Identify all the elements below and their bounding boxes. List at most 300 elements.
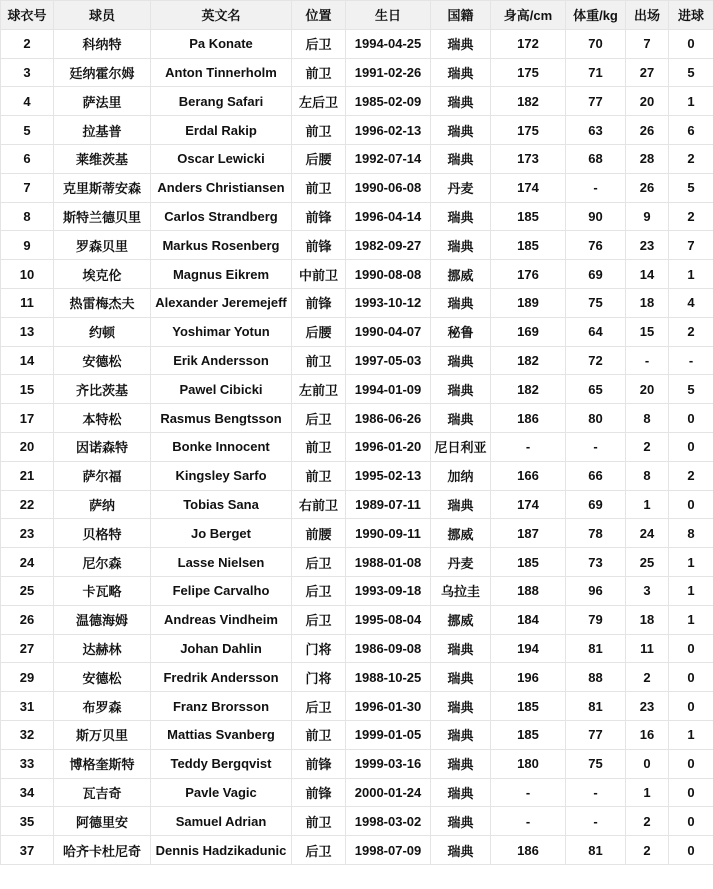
cell-player-name-en: Oscar Lewicki xyxy=(151,144,292,173)
cell-position: 前卫 xyxy=(292,173,346,202)
cell-goals: 4 xyxy=(669,288,713,317)
cell-appearances: 14 xyxy=(626,260,669,289)
cell-nationality: 瑞典 xyxy=(431,836,491,865)
cell-player-name-cn: 哈齐卡杜尼奇 xyxy=(54,836,151,865)
cell-goals: 0 xyxy=(669,836,713,865)
cell-jersey-number: 6 xyxy=(1,144,54,173)
cell-player-name-en: Magnus Eikrem xyxy=(151,260,292,289)
cell-birthday: 1991-02-26 xyxy=(346,58,431,87)
cell-jersey-number: 20 xyxy=(1,432,54,461)
cell-position: 后卫 xyxy=(292,548,346,577)
table-row xyxy=(1,634,713,663)
cell-height-cm: 174 xyxy=(491,173,566,202)
cell-jersey-number: 25 xyxy=(1,576,54,605)
cell-appearances: 25 xyxy=(626,548,669,577)
cell-birthday: 1995-08-04 xyxy=(346,605,431,634)
cell-jersey-number: 14 xyxy=(1,346,54,375)
table-row xyxy=(1,778,713,807)
cell-jersey-number: 11 xyxy=(1,288,54,317)
table-row xyxy=(1,461,713,490)
cell-goals: 8 xyxy=(669,519,713,548)
cell-player-name-en: Carlos Strandberg xyxy=(151,202,292,231)
cell-weight-kg: 96 xyxy=(566,576,626,605)
cell-nationality: 秘鲁 xyxy=(431,317,491,346)
cell-player-name-cn: 约顿 xyxy=(54,317,151,346)
cell-height-cm: 182 xyxy=(491,87,566,116)
cell-player-name-en: Pawel Cibicki xyxy=(151,375,292,404)
cell-weight-kg: - xyxy=(566,432,626,461)
cell-appearances: 18 xyxy=(626,605,669,634)
table-body xyxy=(1,29,713,864)
cell-player-name-cn: 热雷梅杰夫 xyxy=(54,288,151,317)
col-header-height-cm: 身高/cm xyxy=(491,1,566,30)
cell-player-name-cn: 瓦吉奇 xyxy=(54,778,151,807)
cell-player-name-cn: 布罗森 xyxy=(54,692,151,721)
cell-player-name-en: Erdal Rakip xyxy=(151,116,292,145)
cell-position: 前卫 xyxy=(292,346,346,375)
cell-player-name-cn: 达赫林 xyxy=(54,634,151,663)
cell-birthday: 1988-01-08 xyxy=(346,548,431,577)
cell-birthday: 1993-09-18 xyxy=(346,576,431,605)
cell-goals: 1 xyxy=(669,548,713,577)
cell-birthday: 1989-07-11 xyxy=(346,490,431,519)
table-row xyxy=(1,432,713,461)
cell-appearances: 26 xyxy=(626,116,669,145)
table-row xyxy=(1,116,713,145)
cell-jersey-number: 17 xyxy=(1,404,54,433)
cell-player-name-cn: 安德松 xyxy=(54,346,151,375)
cell-birthday: 1990-06-08 xyxy=(346,173,431,202)
cell-appearances: 8 xyxy=(626,461,669,490)
cell-player-name-cn: 埃克伦 xyxy=(54,260,151,289)
cell-nationality: 瑞典 xyxy=(431,144,491,173)
table-row xyxy=(1,749,713,778)
cell-nationality: 瑞典 xyxy=(431,720,491,749)
cell-nationality: 丹麦 xyxy=(431,548,491,577)
cell-appearances: 28 xyxy=(626,144,669,173)
table-row xyxy=(1,404,713,433)
cell-goals: 0 xyxy=(669,749,713,778)
cell-jersey-number: 32 xyxy=(1,720,54,749)
cell-height-cm: - xyxy=(491,807,566,836)
cell-position: 前锋 xyxy=(292,749,346,778)
cell-jersey-number: 23 xyxy=(1,519,54,548)
cell-player-name-cn: 因诺森特 xyxy=(54,432,151,461)
cell-player-name-cn: 斯特兰德贝里 xyxy=(54,202,151,231)
cell-jersey-number: 2 xyxy=(1,29,54,58)
cell-nationality: 瑞典 xyxy=(431,404,491,433)
cell-player-name-en: Fredrik Andersson xyxy=(151,663,292,692)
cell-weight-kg: 69 xyxy=(566,260,626,289)
table-row xyxy=(1,87,713,116)
cell-height-cm: 174 xyxy=(491,490,566,519)
cell-weight-kg: - xyxy=(566,173,626,202)
cell-player-name-cn: 克里斯蒂安森 xyxy=(54,173,151,202)
cell-appearances: 7 xyxy=(626,29,669,58)
cell-player-name-en: Erik Andersson xyxy=(151,346,292,375)
cell-goals: 5 xyxy=(669,173,713,202)
cell-appearances: 24 xyxy=(626,519,669,548)
cell-birthday: 1994-04-25 xyxy=(346,29,431,58)
cell-jersey-number: 26 xyxy=(1,605,54,634)
cell-appearances: 23 xyxy=(626,231,669,260)
col-header-appearances: 出场 xyxy=(626,1,669,30)
cell-weight-kg: 65 xyxy=(566,375,626,404)
cell-player-name-en: Andreas Vindheim xyxy=(151,605,292,634)
cell-player-name-en: Jo Berget xyxy=(151,519,292,548)
cell-weight-kg: 78 xyxy=(566,519,626,548)
cell-player-name-cn: 博格奎斯特 xyxy=(54,749,151,778)
col-header-weight-kg: 体重/kg xyxy=(566,1,626,30)
cell-appearances: 23 xyxy=(626,692,669,721)
cell-weight-kg: 79 xyxy=(566,605,626,634)
cell-height-cm: 175 xyxy=(491,58,566,87)
cell-player-name-en: Rasmus Bengtsson xyxy=(151,404,292,433)
table-row xyxy=(1,548,713,577)
cell-appearances: 18 xyxy=(626,288,669,317)
cell-position: 左前卫 xyxy=(292,375,346,404)
cell-position: 前卫 xyxy=(292,720,346,749)
cell-position: 前卫 xyxy=(292,461,346,490)
cell-nationality: 瑞典 xyxy=(431,375,491,404)
cell-weight-kg: 69 xyxy=(566,490,626,519)
cell-nationality: 瑞典 xyxy=(431,663,491,692)
cell-jersey-number: 13 xyxy=(1,317,54,346)
cell-player-name-cn: 阿德里安 xyxy=(54,807,151,836)
cell-position: 左后卫 xyxy=(292,87,346,116)
cell-position: 后卫 xyxy=(292,404,346,433)
cell-position: 后卫 xyxy=(292,576,346,605)
cell-player-name-cn: 拉基普 xyxy=(54,116,151,145)
cell-weight-kg: 64 xyxy=(566,317,626,346)
cell-birthday: 1990-04-07 xyxy=(346,317,431,346)
cell-weight-kg: 80 xyxy=(566,404,626,433)
cell-weight-kg: 77 xyxy=(566,720,626,749)
table-header xyxy=(1,1,713,30)
cell-jersey-number: 35 xyxy=(1,807,54,836)
cell-appearances: 0 xyxy=(626,749,669,778)
cell-goals: 1 xyxy=(669,605,713,634)
cell-height-cm: 169 xyxy=(491,317,566,346)
table-row xyxy=(1,29,713,58)
cell-goals: 0 xyxy=(669,634,713,663)
table-row xyxy=(1,519,713,548)
cell-player-name-en: Alexander Jeremejeff xyxy=(151,288,292,317)
cell-position: 前锋 xyxy=(292,202,346,231)
cell-jersey-number: 7 xyxy=(1,173,54,202)
cell-weight-kg: 72 xyxy=(566,346,626,375)
cell-height-cm: 185 xyxy=(491,231,566,260)
cell-appearances: 8 xyxy=(626,404,669,433)
cell-player-name-en: Johan Dahlin xyxy=(151,634,292,663)
cell-goals: 0 xyxy=(669,29,713,58)
cell-player-name-cn: 贝格特 xyxy=(54,519,151,548)
cell-height-cm: 173 xyxy=(491,144,566,173)
cell-birthday: 1999-03-16 xyxy=(346,749,431,778)
cell-nationality: 瑞典 xyxy=(431,807,491,836)
cell-appearances: 1 xyxy=(626,778,669,807)
cell-weight-kg: 81 xyxy=(566,634,626,663)
cell-appearances: 20 xyxy=(626,375,669,404)
cell-height-cm: 188 xyxy=(491,576,566,605)
cell-appearances: 11 xyxy=(626,634,669,663)
cell-height-cm: 189 xyxy=(491,288,566,317)
col-header-jersey-number: 球衣号 xyxy=(1,1,54,30)
cell-weight-kg: - xyxy=(566,778,626,807)
cell-goals: 7 xyxy=(669,231,713,260)
cell-goals: 2 xyxy=(669,317,713,346)
cell-birthday: 1988-10-25 xyxy=(346,663,431,692)
cell-player-name-en: Bonke Innocent xyxy=(151,432,292,461)
table-row xyxy=(1,260,713,289)
cell-nationality: 尼日利亚 xyxy=(431,432,491,461)
cell-position: 后腰 xyxy=(292,317,346,346)
cell-weight-kg: - xyxy=(566,807,626,836)
cell-weight-kg: 63 xyxy=(566,116,626,145)
cell-height-cm: 175 xyxy=(491,116,566,145)
cell-birthday: 1996-01-30 xyxy=(346,692,431,721)
cell-height-cm: - xyxy=(491,778,566,807)
cell-player-name-en: Pa Konate xyxy=(151,29,292,58)
cell-position: 中前卫 xyxy=(292,260,346,289)
cell-position: 前卫 xyxy=(292,432,346,461)
cell-goals: 1 xyxy=(669,720,713,749)
cell-player-name-en: Lasse Nielsen xyxy=(151,548,292,577)
cell-player-name-en: Anders Christiansen xyxy=(151,173,292,202)
col-header-goals: 进球 xyxy=(669,1,713,30)
cell-nationality: 挪威 xyxy=(431,519,491,548)
cell-goals: 0 xyxy=(669,778,713,807)
cell-player-name-cn: 卡瓦略 xyxy=(54,576,151,605)
cell-position: 后卫 xyxy=(292,605,346,634)
cell-player-name-cn: 萨法里 xyxy=(54,87,151,116)
table-row xyxy=(1,663,713,692)
cell-player-name-cn: 莱维茨基 xyxy=(54,144,151,173)
cell-position: 门将 xyxy=(292,663,346,692)
cell-goals: 5 xyxy=(669,375,713,404)
col-header-birthday: 生日 xyxy=(346,1,431,30)
cell-player-name-en: Pavle Vagic xyxy=(151,778,292,807)
cell-position: 前腰 xyxy=(292,519,346,548)
cell-nationality: 乌拉圭 xyxy=(431,576,491,605)
cell-nationality: 挪威 xyxy=(431,260,491,289)
cell-birthday: 1990-09-11 xyxy=(346,519,431,548)
cell-nationality: 瑞典 xyxy=(431,288,491,317)
cell-appearances: 2 xyxy=(626,432,669,461)
cell-player-name-en: Mattias Svanberg xyxy=(151,720,292,749)
cell-position: 后腰 xyxy=(292,144,346,173)
cell-appearances: 2 xyxy=(626,807,669,836)
cell-player-name-en: Felipe Carvalho xyxy=(151,576,292,605)
cell-jersey-number: 29 xyxy=(1,663,54,692)
cell-player-name-cn: 安德松 xyxy=(54,663,151,692)
cell-jersey-number: 10 xyxy=(1,260,54,289)
cell-player-name-cn: 萨纳 xyxy=(54,490,151,519)
cell-jersey-number: 27 xyxy=(1,634,54,663)
cell-position: 前卫 xyxy=(292,807,346,836)
cell-birthday: 1997-05-03 xyxy=(346,346,431,375)
cell-birthday: 1985-02-09 xyxy=(346,87,431,116)
cell-height-cm: 187 xyxy=(491,519,566,548)
table-row xyxy=(1,490,713,519)
table-row xyxy=(1,692,713,721)
cell-height-cm: 186 xyxy=(491,404,566,433)
cell-position: 前卫 xyxy=(292,116,346,145)
cell-player-name-cn: 廷纳霍尔姆 xyxy=(54,58,151,87)
cell-jersey-number: 9 xyxy=(1,231,54,260)
cell-player-name-en: Dennis Hadzikadunic xyxy=(151,836,292,865)
cell-weight-kg: 73 xyxy=(566,548,626,577)
cell-height-cm: 180 xyxy=(491,749,566,778)
cell-player-name-en: Franz Brorsson xyxy=(151,692,292,721)
cell-position: 后卫 xyxy=(292,692,346,721)
cell-nationality: 瑞典 xyxy=(431,778,491,807)
cell-goals: 2 xyxy=(669,144,713,173)
cell-birthday: 2000-01-24 xyxy=(346,778,431,807)
cell-goals: - xyxy=(669,346,713,375)
cell-jersey-number: 31 xyxy=(1,692,54,721)
table-row xyxy=(1,346,713,375)
cell-player-name-cn: 本特松 xyxy=(54,404,151,433)
cell-height-cm: 176 xyxy=(491,260,566,289)
cell-jersey-number: 34 xyxy=(1,778,54,807)
cell-player-name-en: Kingsley Sarfo xyxy=(151,461,292,490)
cell-position: 门将 xyxy=(292,634,346,663)
cell-appearances: 27 xyxy=(626,58,669,87)
cell-jersey-number: 22 xyxy=(1,490,54,519)
table-row xyxy=(1,202,713,231)
cell-birthday: 1994-01-09 xyxy=(346,375,431,404)
cell-player-name-cn: 萨尔福 xyxy=(54,461,151,490)
cell-appearances: 3 xyxy=(626,576,669,605)
cell-nationality: 瑞典 xyxy=(431,202,491,231)
cell-height-cm: 185 xyxy=(491,548,566,577)
cell-height-cm: 196 xyxy=(491,663,566,692)
table-row xyxy=(1,605,713,634)
cell-player-name-en: Berang Safari xyxy=(151,87,292,116)
cell-weight-kg: 81 xyxy=(566,692,626,721)
cell-player-name-en: Yoshimar Yotun xyxy=(151,317,292,346)
cell-player-name-cn: 斯万贝里 xyxy=(54,720,151,749)
table-row xyxy=(1,144,713,173)
cell-goals: 0 xyxy=(669,807,713,836)
cell-appearances: 26 xyxy=(626,173,669,202)
cell-birthday: 1996-01-20 xyxy=(346,432,431,461)
cell-weight-kg: 77 xyxy=(566,87,626,116)
cell-appearances: 2 xyxy=(626,663,669,692)
cell-appearances: 2 xyxy=(626,836,669,865)
cell-goals: 6 xyxy=(669,116,713,145)
cell-player-name-cn: 罗森贝里 xyxy=(54,231,151,260)
cell-goals: 1 xyxy=(669,87,713,116)
cell-nationality: 加纳 xyxy=(431,461,491,490)
cell-appearances: 1 xyxy=(626,490,669,519)
cell-appearances: 20 xyxy=(626,87,669,116)
cell-height-cm: - xyxy=(491,432,566,461)
table-row xyxy=(1,576,713,605)
cell-birthday: 1993-10-12 xyxy=(346,288,431,317)
cell-nationality: 挪威 xyxy=(431,605,491,634)
cell-weight-kg: 70 xyxy=(566,29,626,58)
cell-goals: 2 xyxy=(669,461,713,490)
cell-position: 前锋 xyxy=(292,231,346,260)
cell-birthday: 1986-09-08 xyxy=(346,634,431,663)
cell-height-cm: 185 xyxy=(491,720,566,749)
cell-nationality: 瑞典 xyxy=(431,692,491,721)
cell-goals: 2 xyxy=(669,202,713,231)
table-row xyxy=(1,720,713,749)
cell-nationality: 瑞典 xyxy=(431,87,491,116)
cell-birthday: 1982-09-27 xyxy=(346,231,431,260)
cell-jersey-number: 37 xyxy=(1,836,54,865)
cell-birthday: 1992-07-14 xyxy=(346,144,431,173)
cell-height-cm: 185 xyxy=(491,692,566,721)
cell-height-cm: 184 xyxy=(491,605,566,634)
cell-weight-kg: 75 xyxy=(566,288,626,317)
cell-nationality: 瑞典 xyxy=(431,29,491,58)
cell-nationality: 瑞典 xyxy=(431,490,491,519)
cell-jersey-number: 5 xyxy=(1,116,54,145)
cell-height-cm: 194 xyxy=(491,634,566,663)
cell-height-cm: 186 xyxy=(491,836,566,865)
cell-position: 右前卫 xyxy=(292,490,346,519)
cell-jersey-number: 15 xyxy=(1,375,54,404)
cell-nationality: 瑞典 xyxy=(431,634,491,663)
cell-goals: 0 xyxy=(669,692,713,721)
cell-weight-kg: 88 xyxy=(566,663,626,692)
table-row xyxy=(1,375,713,404)
cell-weight-kg: 75 xyxy=(566,749,626,778)
cell-goals: 0 xyxy=(669,432,713,461)
cell-nationality: 瑞典 xyxy=(431,346,491,375)
cell-birthday: 1996-02-13 xyxy=(346,116,431,145)
cell-jersey-number: 8 xyxy=(1,202,54,231)
cell-height-cm: 185 xyxy=(491,202,566,231)
cell-weight-kg: 81 xyxy=(566,836,626,865)
cell-birthday: 1999-01-05 xyxy=(346,720,431,749)
cell-birthday: 1998-03-02 xyxy=(346,807,431,836)
cell-jersey-number: 4 xyxy=(1,87,54,116)
table-row xyxy=(1,58,713,87)
cell-jersey-number: 3 xyxy=(1,58,54,87)
cell-goals: 1 xyxy=(669,576,713,605)
cell-player-name-en: Samuel Adrian xyxy=(151,807,292,836)
cell-goals: 1 xyxy=(669,260,713,289)
table-row xyxy=(1,173,713,202)
cell-appearances: 9 xyxy=(626,202,669,231)
cell-appearances: 15 xyxy=(626,317,669,346)
table-row xyxy=(1,288,713,317)
cell-position: 后卫 xyxy=(292,836,346,865)
table-row xyxy=(1,836,713,865)
cell-height-cm: 172 xyxy=(491,29,566,58)
cell-nationality: 瑞典 xyxy=(431,116,491,145)
cell-position: 前锋 xyxy=(292,288,346,317)
table-row xyxy=(1,231,713,260)
cell-player-name-en: Tobias Sana xyxy=(151,490,292,519)
cell-birthday: 1996-04-14 xyxy=(346,202,431,231)
cell-birthday: 1990-08-08 xyxy=(346,260,431,289)
cell-player-name-en: Teddy Bergqvist xyxy=(151,749,292,778)
cell-appearances: - xyxy=(626,346,669,375)
cell-weight-kg: 66 xyxy=(566,461,626,490)
col-header-player-name-en: 英文名 xyxy=(151,1,292,30)
cell-birthday: 1998-07-09 xyxy=(346,836,431,865)
cell-birthday: 1995-02-13 xyxy=(346,461,431,490)
cell-player-name-cn: 温德海姆 xyxy=(54,605,151,634)
cell-goals: 0 xyxy=(669,490,713,519)
cell-nationality: 瑞典 xyxy=(431,58,491,87)
